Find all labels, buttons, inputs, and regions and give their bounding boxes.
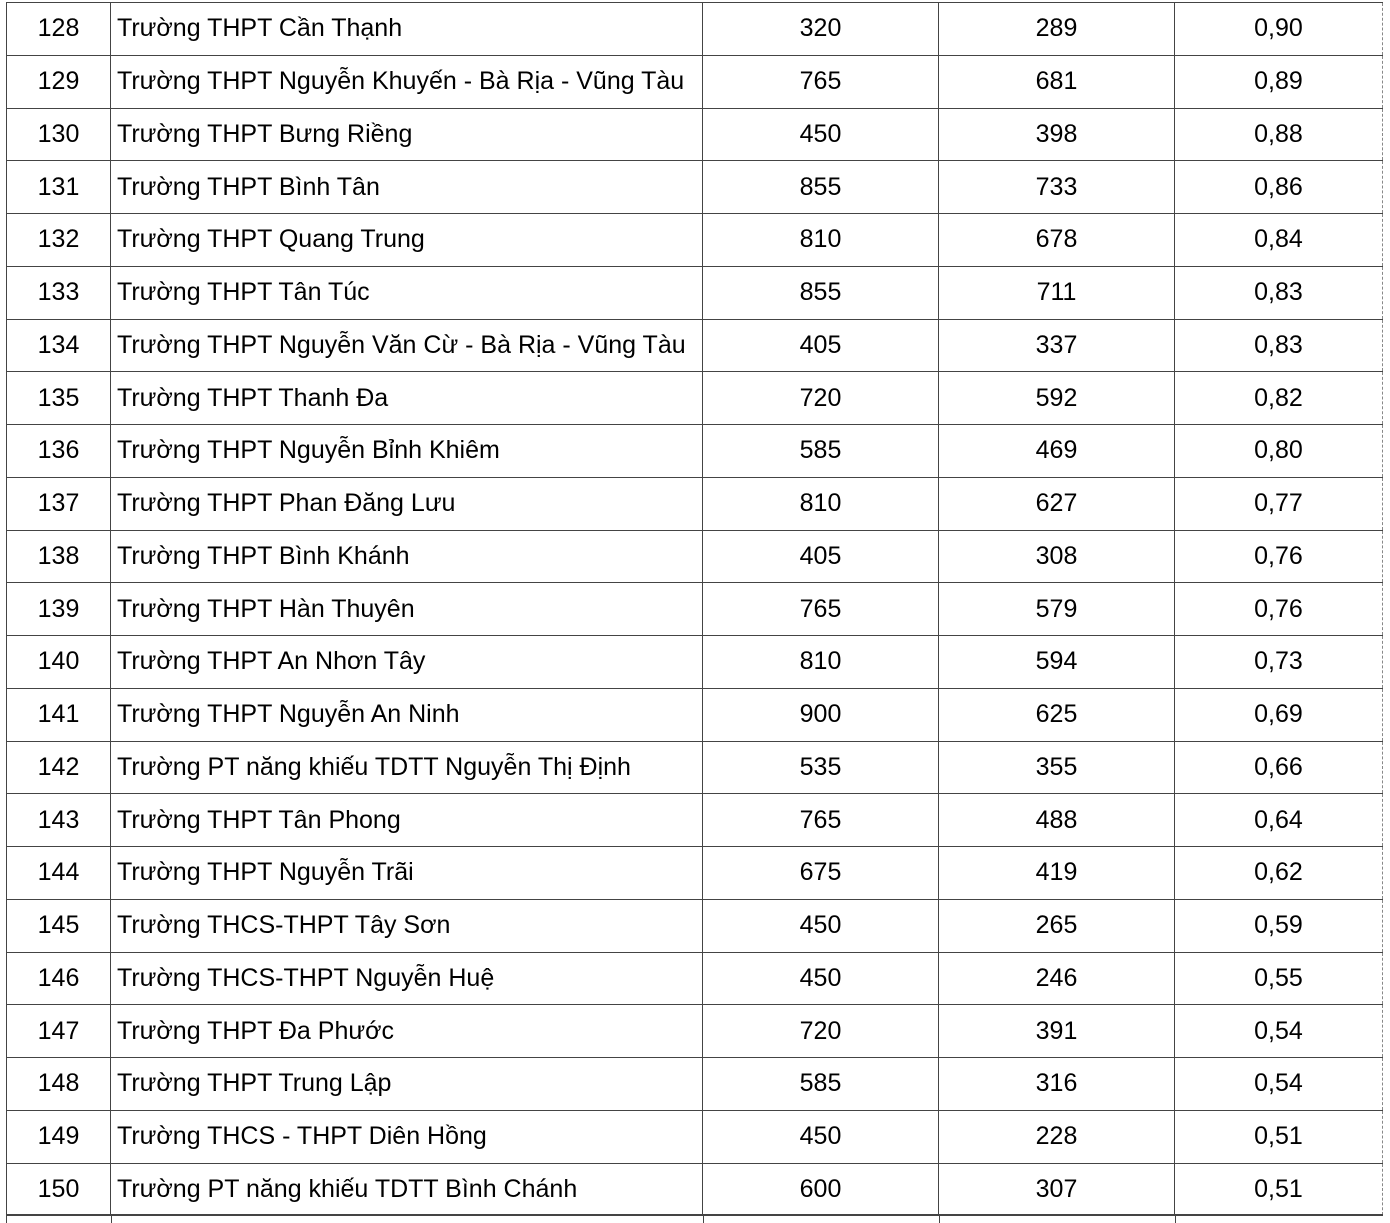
applicants-value: 246 <box>939 952 1175 1005</box>
ratio-value: 0,51 <box>1175 1110 1383 1163</box>
table-row <box>7 741 1383 794</box>
ratio-value: 0,76 <box>1175 530 1383 583</box>
quota-value: 405 <box>703 319 939 372</box>
quota-value: 450 <box>703 952 939 1005</box>
quota-value: 675 <box>703 847 939 900</box>
row-number: 146 <box>7 952 111 1005</box>
table-body <box>7 3 1383 1216</box>
ratio-value: 0,89 <box>1175 55 1383 108</box>
row-number: 143 <box>7 794 111 847</box>
school-name: Trường THPT Nguyễn Bỉnh Khiêm <box>111 425 703 478</box>
ratio-value: 0,86 <box>1175 161 1383 214</box>
school-name: Trường THPT Thanh Đa <box>111 372 703 425</box>
row-number: 140 <box>7 636 111 689</box>
row-number: 139 <box>7 583 111 636</box>
ratio-value: 0,77 <box>1175 477 1383 530</box>
applicants-value: 625 <box>939 688 1175 741</box>
applicants-value: 355 <box>939 741 1175 794</box>
row-number: 148 <box>7 1058 111 1111</box>
applicants-value: 289 <box>939 3 1175 56</box>
ratio-value: 0,51 <box>1175 1163 1383 1216</box>
school-name: Trường THCS-THPT Tây Sơn <box>111 899 703 952</box>
table-row <box>7 688 1383 741</box>
applicants-value: 316 <box>939 1058 1175 1111</box>
applicants-value: 733 <box>939 161 1175 214</box>
school-name: Trường THPT Tân Túc <box>111 266 703 319</box>
row-number: 145 <box>7 899 111 952</box>
applicants-value: 627 <box>939 477 1175 530</box>
quota-value: 600 <box>703 1163 939 1216</box>
table-row <box>7 847 1383 900</box>
row-number: 134 <box>7 319 111 372</box>
table-row <box>7 1058 1383 1111</box>
quota-value: 810 <box>703 477 939 530</box>
applicants-value: 469 <box>939 425 1175 478</box>
school-name: Trường THPT Đa Phước <box>111 1005 703 1058</box>
applicants-value: 398 <box>939 108 1175 161</box>
table-row <box>7 1005 1383 1058</box>
row-number: 149 <box>7 1110 111 1163</box>
school-table <box>6 2 1383 1216</box>
school-name: Trường THPT Cần Thạnh <box>111 3 703 56</box>
row-number: 131 <box>7 161 111 214</box>
row-number: 132 <box>7 214 111 267</box>
school-name: Trường THPT Hàn Thuyên <box>111 583 703 636</box>
quota-value: 720 <box>703 372 939 425</box>
quota-value: 450 <box>703 899 939 952</box>
school-name: Trường THPT Bình Khánh <box>111 530 703 583</box>
quota-value: 720 <box>703 1005 939 1058</box>
school-name: Trường THCS-THPT Nguyễn Huệ <box>111 952 703 1005</box>
school-name: Trường PT năng khiếu TDTT Bình Chánh <box>111 1163 703 1216</box>
applicants-value: 592 <box>939 372 1175 425</box>
row-number: 129 <box>7 55 111 108</box>
table-row <box>7 636 1383 689</box>
table-row <box>7 214 1383 267</box>
table-row <box>7 161 1383 214</box>
table-row <box>7 3 1383 56</box>
quota-value: 450 <box>703 108 939 161</box>
ratio-value: 0,80 <box>1175 425 1383 478</box>
table-row <box>7 55 1383 108</box>
ratio-value: 0,76 <box>1175 583 1383 636</box>
ratio-value: 0,55 <box>1175 952 1383 1005</box>
table-row <box>7 530 1383 583</box>
row-number: 130 <box>7 108 111 161</box>
applicants-value: 337 <box>939 319 1175 372</box>
school-table-container <box>6 2 1382 1216</box>
school-name: Trường THPT Trung Lập <box>111 1058 703 1111</box>
row-number: 136 <box>7 425 111 478</box>
quota-value: 535 <box>703 741 939 794</box>
row-number: 142 <box>7 741 111 794</box>
school-name: Trường THPT Phan Đăng Lưu <box>111 477 703 530</box>
quota-value: 900 <box>703 688 939 741</box>
applicants-value: 419 <box>939 847 1175 900</box>
table-row <box>7 952 1383 1005</box>
quota-value: 765 <box>703 583 939 636</box>
quota-value: 585 <box>703 1058 939 1111</box>
ratio-value: 0,66 <box>1175 741 1383 794</box>
applicants-value: 488 <box>939 794 1175 847</box>
row-number: 128 <box>7 3 111 56</box>
applicants-value: 307 <box>939 1163 1175 1216</box>
ratio-value: 0,69 <box>1175 688 1383 741</box>
ratio-value: 0,54 <box>1175 1058 1383 1111</box>
row-number: 144 <box>7 847 111 900</box>
row-number: 141 <box>7 688 111 741</box>
ratio-value: 0,84 <box>1175 214 1383 267</box>
school-name: Trường THPT Bình Tân <box>111 161 703 214</box>
quota-value: 855 <box>703 266 939 319</box>
quota-value: 765 <box>703 794 939 847</box>
table-row <box>7 372 1383 425</box>
ratio-value: 0,83 <box>1175 319 1383 372</box>
applicants-value: 265 <box>939 899 1175 952</box>
row-number: 147 <box>7 1005 111 1058</box>
applicants-value: 678 <box>939 214 1175 267</box>
ratio-value: 0,54 <box>1175 1005 1383 1058</box>
quota-value: 765 <box>703 55 939 108</box>
school-name: Trường THPT Bưng Riềng <box>111 108 703 161</box>
row-number: 135 <box>7 372 111 425</box>
school-name: Trường THPT Nguyễn An Ninh <box>111 688 703 741</box>
school-name: Trường THPT Tân Phong <box>111 794 703 847</box>
ratio-value: 0,59 <box>1175 899 1383 952</box>
school-name: Trường THCS - THPT Diên Hồng <box>111 1110 703 1163</box>
quota-value: 810 <box>703 636 939 689</box>
quota-value: 320 <box>703 3 939 56</box>
next-row-stub <box>6 1214 1383 1223</box>
table-row <box>7 319 1383 372</box>
quota-value: 450 <box>703 1110 939 1163</box>
ratio-value: 0,62 <box>1175 847 1383 900</box>
quota-value: 855 <box>703 161 939 214</box>
applicants-value: 594 <box>939 636 1175 689</box>
applicants-value: 391 <box>939 1005 1175 1058</box>
table-row <box>7 266 1383 319</box>
quota-value: 585 <box>703 425 939 478</box>
ratio-value: 0,73 <box>1175 636 1383 689</box>
quota-value: 405 <box>703 530 939 583</box>
ratio-value: 0,64 <box>1175 794 1383 847</box>
table-row <box>7 108 1383 161</box>
row-number: 137 <box>7 477 111 530</box>
ratio-value: 0,83 <box>1175 266 1383 319</box>
school-name: Trường THPT Nguyễn Văn Cừ - Bà Rịa - Vũng Tàu <box>111 319 703 372</box>
ratio-value: 0,90 <box>1175 3 1383 56</box>
applicants-value: 228 <box>939 1110 1175 1163</box>
school-name: Trường THPT An Nhơn Tây <box>111 636 703 689</box>
row-number: 133 <box>7 266 111 319</box>
school-name: Trường PT năng khiếu TDTT Nguyễn Thị Định <box>111 741 703 794</box>
table-row <box>7 1110 1383 1163</box>
table-row <box>7 1163 1383 1216</box>
applicants-value: 308 <box>939 530 1175 583</box>
quota-value: 810 <box>703 214 939 267</box>
table-row <box>7 794 1383 847</box>
row-number: 150 <box>7 1163 111 1216</box>
school-name: Trường THPT Nguyễn Trãi <box>111 847 703 900</box>
ratio-value: 0,82 <box>1175 372 1383 425</box>
applicants-value: 681 <box>939 55 1175 108</box>
school-name: Trường THPT Quang Trung <box>111 214 703 267</box>
table-row <box>7 583 1383 636</box>
table-row <box>7 477 1383 530</box>
table-row <box>7 425 1383 478</box>
row-number: 138 <box>7 530 111 583</box>
applicants-value: 711 <box>939 266 1175 319</box>
school-name: Trường THPT Nguyễn Khuyến - Bà Rịa - Vũng Tàu <box>111 55 703 108</box>
table-row <box>7 899 1383 952</box>
applicants-value: 579 <box>939 583 1175 636</box>
ratio-value: 0,88 <box>1175 108 1383 161</box>
